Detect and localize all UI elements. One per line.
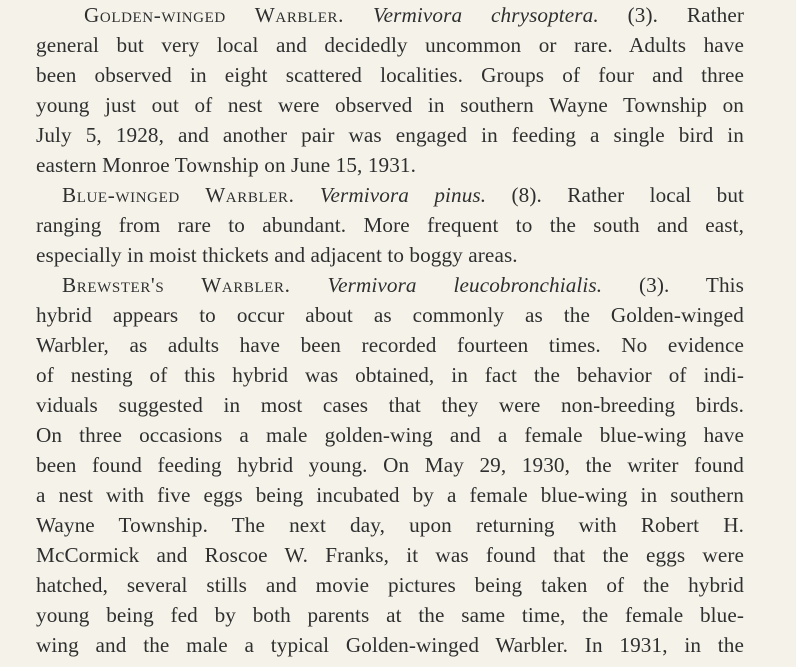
text-line: McCormick and Roscoe W. Franks, it was found that the eggs were (36, 543, 744, 567)
text-line: July 5, 1928, and another pair was engaged in feeding a single bird in (36, 123, 744, 147)
species-scientific-name: Vermivora pinus. (319, 183, 487, 207)
species-scientific-name: Vermivora leucobronchialis. (327, 273, 603, 297)
text-line: especially in moist thickets and adjacent to boggy areas. (36, 243, 518, 267)
text-line: been found feeding hybrid young. On May 29, 1930, the writer found (36, 453, 744, 477)
text-line: ranging from rare to abundant. More frequent to the south and east, (36, 213, 744, 237)
text-line (36, 0, 744, 30)
species-common-name: Blue-winged Warbler. (62, 183, 295, 207)
text-line: a nest with five eggs being incubated by a female blue-wing in southern (36, 483, 744, 507)
text-line: viduals suggested in most cases that they were non-breeding birds. (36, 393, 744, 417)
text-line: hybrid appears to occur about as commonly as the Golden-winged (36, 303, 744, 327)
text-line: general but very local and decidedly uncommon or rare. Adults have (36, 33, 744, 57)
text-fragment: (3). This (602, 273, 744, 297)
text-line: young being fed by both parents at the same time, the female blue- (36, 603, 744, 627)
text-fragment: (3). Rather (598, 3, 744, 27)
text-line: On three occasions a male golden-wing and a female blue-wing have (36, 423, 744, 447)
text-fragment: (8). Rather local but (486, 183, 744, 207)
species-common-name: Golden-winged Warbler. (84, 3, 345, 27)
species-common-name: Brewster's Warbler. (62, 273, 291, 297)
text-line: eastern Monroe Township on June 15, 1931. (36, 153, 417, 177)
species-scientific-name: Vermivora chrysoptera. (372, 3, 599, 27)
text-line (36, 270, 744, 300)
text-line: Wayne Township. The next day, upon returning with Robert H. (36, 513, 744, 537)
text-line: hatched, several stills and movie pictures being taken of the hybrid (36, 573, 744, 597)
text-line (36, 180, 744, 210)
text-line: of nesting of this hybrid was obtained, in fact the behavior of indi- (36, 363, 744, 387)
text-line: been observed in eight scattered localities. Groups of four and three (36, 63, 744, 87)
text-line: Warbler, as adults have been recorded fourteen times. No evidence (36, 333, 744, 357)
text-line: wing and the male a typical Golden-winged Warbler. In 1931, in the (36, 633, 744, 657)
text-line: young just out of nest were observed in southern Wayne Township on (36, 93, 744, 117)
